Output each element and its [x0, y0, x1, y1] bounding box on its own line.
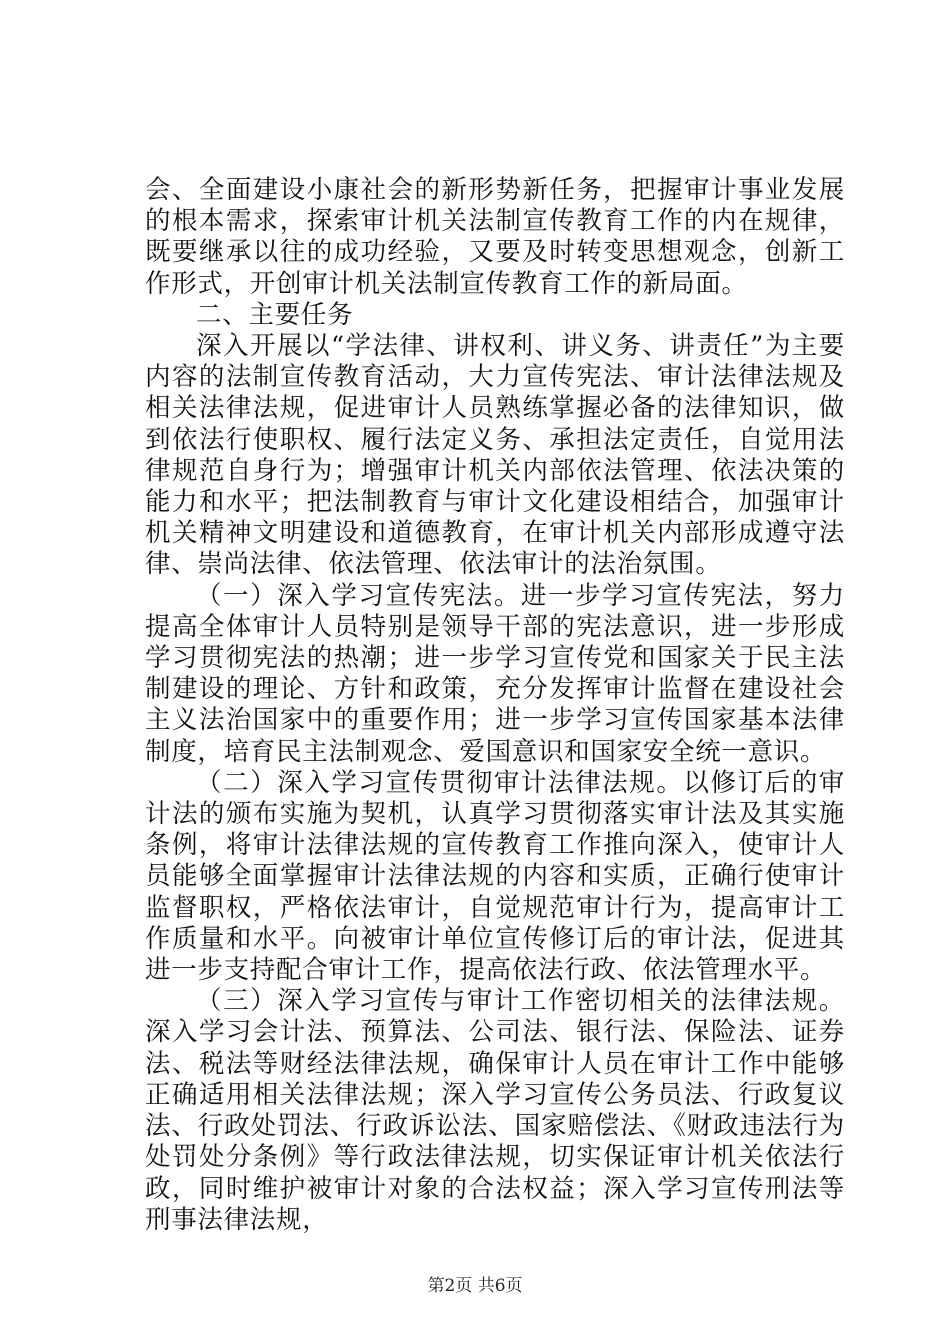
- paragraph-item-2: （二）深入学习宣传贯彻审计法律法规。以修订后的审计法的颁布实施为契机，认真学习贯彻落实审计法及其实施条例，将审计法律法规的宣传教育工作推向深入，使审计人员能够全面掌握审计法律法规的内容和实质，正确行使审计监督职权，严格依法审计，自觉规范审计行为，提高审计工作质量和水平。向被审计单位宣传修订后的审计法，促进其进一步支持配合审计工作，提高依法行政、依法管理水平。: [145, 767, 845, 986]
- paragraph-item-1: （一）深入学习宣传宪法。进一步学习宣传宪法，努力提高全体审计人员特别是领导干部的宪法意识，进一步形成学习贯彻宪法的热潮；进一步学习宣传党和国家关于民主法制建设的理论、方针和政策，充分发挥审计监督在建设社会主义法治国家中的重要作用；进一步学习宣传国家基本法律制度，培育民主法制观念、爱国意识和国家安全统一意识。: [145, 580, 845, 767]
- page-number-footer: 第2页 共6页: [427, 1276, 523, 1296]
- paragraph-main-tasks: 深入开展以“学法律、讲权利、讲义务、讲责任”为主要内容的法制宣传教育活动，大力宣传宪法、审计法律法规及相关法律法规，促进审计人员熟练掌握必备的法律知识，做到依法行使职权、履行法定义务、承担法定责任，自觉用法律规范自身行为；增强审计机关内部依法管理、依法决策的能力和水平；把法制教育与审计文化建设相结合，加强审计机关精神文明建设和道德教育，在审计机关内部形成遵守法律、崇尚法律、依法管理、依法审计的法治氛围。: [145, 331, 845, 580]
- document-body: [145, 175, 845, 1236]
- section-heading: 二、主要任务: [196, 299, 354, 330]
- paragraph-continuation: 会、全面建设小康社会的新形势新任务，把握审计事业发展的根本需求，探索审计机关法制宣传教育工作的内在规律，既要继承以往的成功经验，又要及时转变思想观念，创新工作形式，开创审计机关法制宣传教育工作的新局面。: [145, 175, 845, 299]
- paragraph-item-3: （三）深入学习宣传与审计工作密切相关的法律法规。深入学习会计法、预算法、公司法、银行法、保险法、证券法、税法等财经法律法规，确保审计人员在审计工作中能够正确适用相关法律法规；深入学习宣传公务员法、行政复议法、行政处罚法、行政诉讼法、国家赔偿法、《财政违法行为处罚处分条例》等行政法律法规，切实保证审计机关依法行政，同时维护被审计对象的合法权益；深入学习宣传刑法等刑事法律法规，: [145, 986, 845, 1235]
